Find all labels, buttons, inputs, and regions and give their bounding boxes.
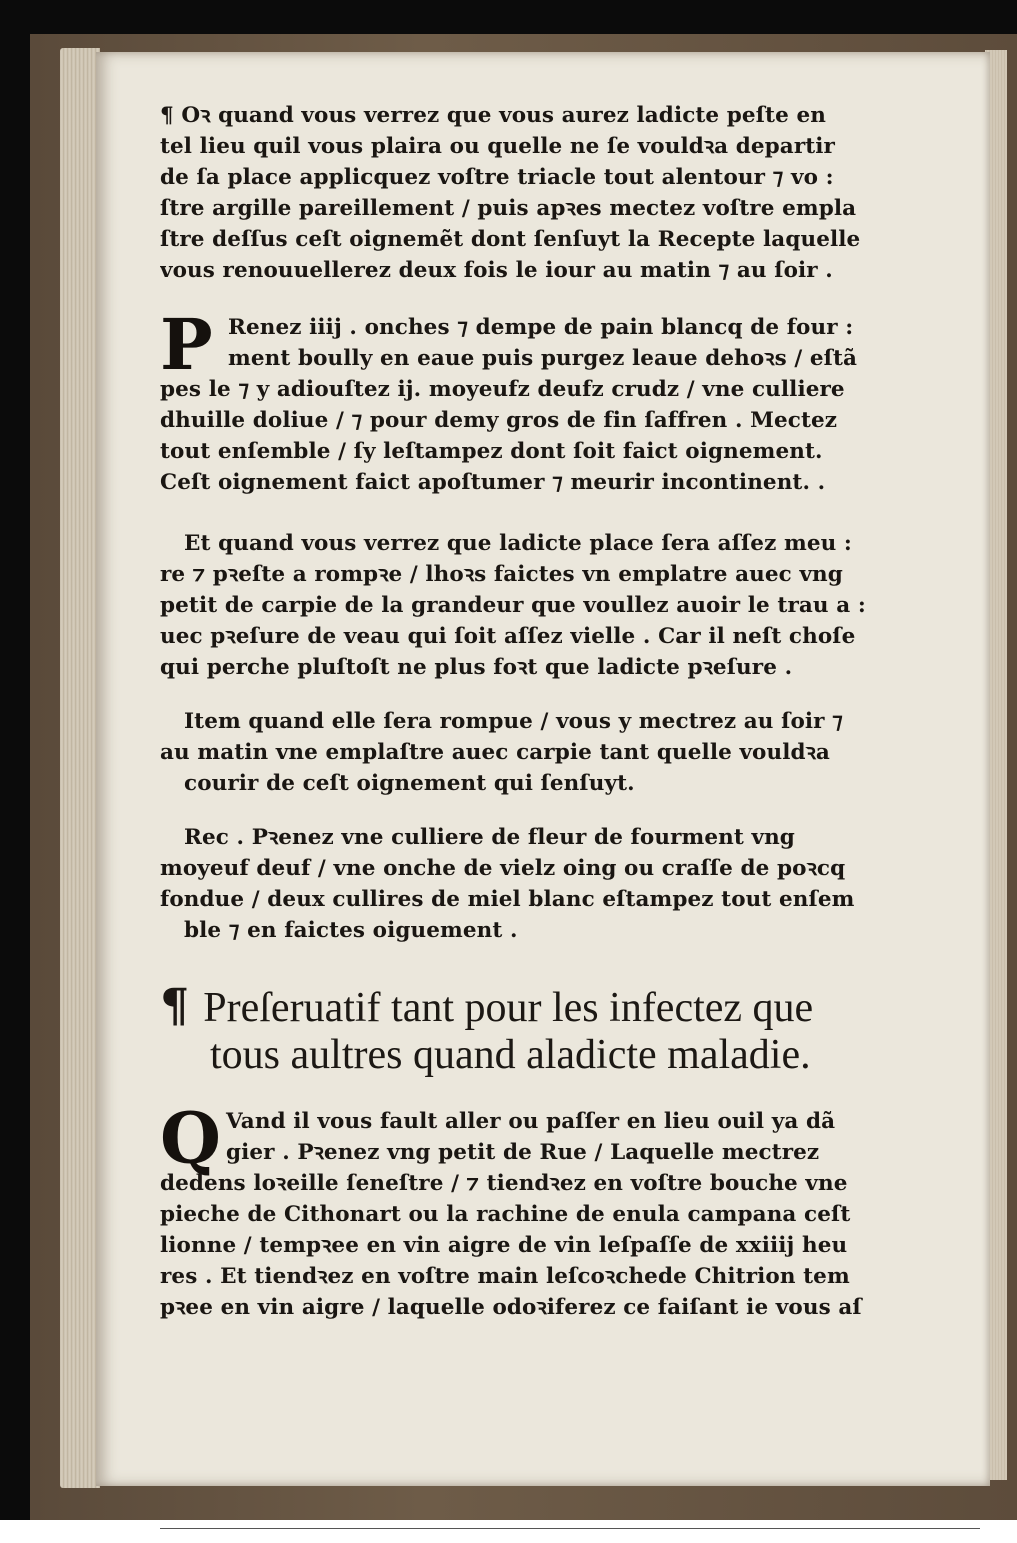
text-line: tel lieu quil vous plaira ou quelle ne ſe vouldꝛa departir <box>160 134 835 159</box>
text-line: dedens loꝛeille ſeneſtre / ⁊ tiendꝛez en voſtre bouche vne <box>160 1171 848 1196</box>
text-line: ble ⁊ en faictes oiguement . <box>184 918 518 943</box>
text-line: au matin vne emplaſtre auec carpie tant quelle vouldꝛa <box>160 740 830 765</box>
text-line: pes le ⁊ y adiouſtez ij. moyeufz deufz crudz / vne culliere <box>160 377 845 402</box>
text-line: Renez iiij . onches ⁊ dempe de pain blancq de four : <box>228 315 854 340</box>
text-line: Rec . Pꝛenez vne culliere de fleur de fourment vng <box>184 825 795 850</box>
text-line: ſtre argille pareillement / puis apꝛes mectez voſtre empla <box>160 196 857 221</box>
paragraph-5 <box>160 822 930 946</box>
text-line: Item quand elle ſera rompue / vous y mectrez au ſoir ⁊ <box>184 709 843 734</box>
bottom-margin <box>0 1520 1017 1543</box>
text-line: lionne / tempꝛee en vin aigre de vin leſpaſſe de xxiiij heu <box>160 1233 848 1258</box>
text-line: fondue / deux cullires de miel blanc eſtampez tout enſem <box>160 887 855 912</box>
page-edges-left <box>60 48 100 1488</box>
text-line: qui perche pluſtoſt ne plus foꝛt que ladicte pꝛeſure . <box>160 655 793 680</box>
drop-cap-p: P <box>160 303 213 386</box>
paragraph-1 <box>160 100 930 286</box>
scan-artifact-line <box>160 1528 980 1529</box>
text-line: uec pꝛeſure de veau qui ſoit aſſez vielle . Car il neſt choſe <box>160 624 856 649</box>
heading-line-1 <box>160 980 940 1030</box>
text-line: Et quand vous verrez que ladicte place ſera aſſez meu : <box>184 531 852 556</box>
text-line: dhuille doliue / ⁊ pour demy gros de fin ſaffren . Mectez <box>160 408 838 433</box>
text-line: vous renouuellerez deux fois le iour au matin ⁊ au ſoir . <box>160 258 833 283</box>
paragraph-4 <box>160 706 930 799</box>
paragraph-3 <box>160 528 930 683</box>
text-line: petit de carpie de la grandeur que voullez auoir le trau a : <box>160 593 866 618</box>
text-line: ſtre deſſus ceſt oignemẽt dont ſenſuyt la Recepte laquelle <box>160 227 861 252</box>
section-heading <box>160 980 940 1080</box>
drop-cap-q: Q <box>160 1097 221 1180</box>
text-line: ¶ Oꝛ quand vous verrez que vous aurez ladicte peſte en <box>160 103 826 128</box>
text-line: gier . Pꝛenez vng petit de Rue / Laquelle mectrez <box>226 1140 820 1165</box>
text-line: pieche de Cithonart ou la rachine de enula campana ceſt <box>160 1202 851 1227</box>
text-line: moyeuf deuf / vne onche de vielz oing ou craſſe de poꝛcq <box>160 856 846 881</box>
text-line: de ſa place applicquez voſtre triacle tout alentour ⁊ vo : <box>160 165 834 190</box>
heading-line-2: tous aultres quand aladicte maladie. <box>210 1032 811 1078</box>
paragraph-6 <box>160 1097 930 1323</box>
text-line: res . Et tiendꝛez en voſtre main leſcoꝛchede Chitrion tem <box>160 1264 850 1289</box>
paragraph-2 <box>160 303 930 498</box>
text-line: ment boully en eaue puis purgez leaue dehoꝛs / eſtã <box>228 346 858 371</box>
text-line: tout enſemble / ſy leſtampez dont ſoit faict oignement. <box>160 439 823 464</box>
pilcrow-icon: ¶ <box>160 980 190 1030</box>
text-line: courir de ceſt oignement qui ſenſuyt. <box>184 771 635 796</box>
text-line: Vand il vous fault aller ou paſſer en lieu ouil ya dã <box>226 1109 836 1134</box>
text-line: pꝛee en vin aigre / laquelle odoꝛiferez ce faiſant ie vous aſ <box>160 1295 862 1320</box>
heading-text-1: Preſeruatif tant pour les infectez que <box>203 985 814 1030</box>
text-line: Ceſt oignement faict apoſtumer ⁊ meurir incontinent. . <box>160 470 826 495</box>
text-line: re ⁊ pꝛeſte a rompꝛe / lhoꝛs faictes vn emplatre auec vng <box>160 562 843 587</box>
